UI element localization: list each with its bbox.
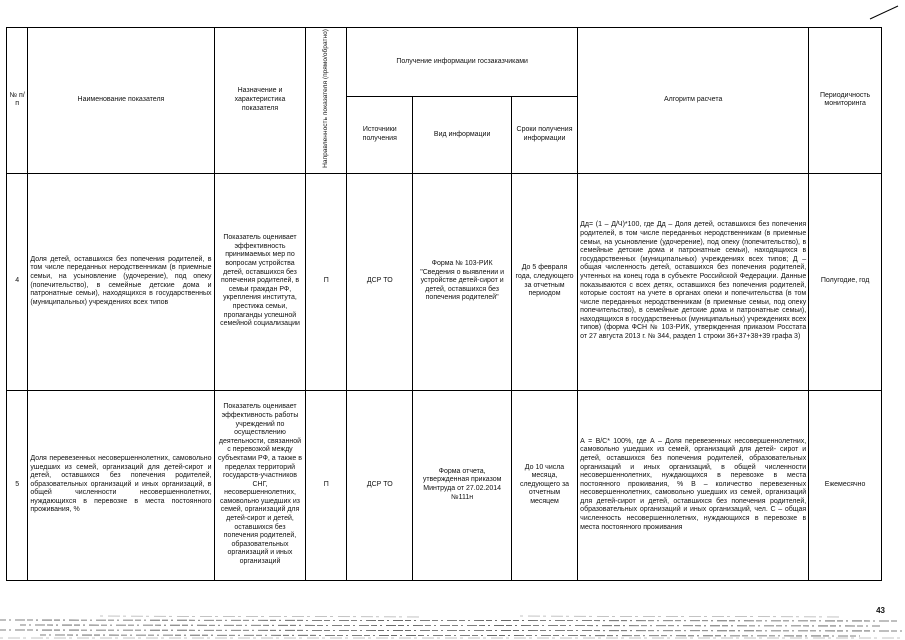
header-row-1 [7,28,882,97]
header-terms: Сроки получения информации [511,97,577,173]
header-periodicity: Периодичность мониторинга [809,28,882,174]
pen-stroke-mark [869,4,899,20]
page-number: 43 [876,606,885,615]
row-name: Доля перевезенных несовершеннолетних, самовольно ушедших из семей, организаций для детей-сирот и детей, оставшихся без попечения родителей, образовательных организаций и иных организаций, в общей численности несовершеннолетних, нуждающихся в перевозке в места постоянного проживания, % [28,390,214,580]
header-direction [306,28,347,174]
header-gov-data: Получение информации госзаказчиками [347,28,578,97]
row-info-type: Форма отчета, утвержденная приказом Минтруда от 27.02.2014 №111н [413,390,511,580]
header-name: Наименование показателя [28,28,214,174]
row-terms: До 5 февраля года, следующего за отчетным периодом [511,173,577,390]
header-num: № п/п [7,28,28,174]
row-purpose: Показатель оценивает эффективность работы учреждений по осуществлению деятельности, связанной с перевозкой между субъектами РФ, а также в пределах территорий государств-участников СНГ, несовершеннолетних, самовольно ушедших из семей, организаций для детей-сирот и детей, оставшихся без попечения родителей, образовательных организаций и иных организаций [214,390,306,580]
row-algorithm: А = В/С* 100%, где А – Доля перевезенных несовершеннолетних, самовольно ушедших из семей, организаций для детей- сирот и детей, оставшихся без попечения родителей, образовательных организаций и иных организаций, в общей численности несовершеннолетних, нуждающихся в перевозке в места постоянного проживания, % В – количество перевезенных несовершеннолетних, самовольно ушедших из семей, организаций для детей-сирот и детей, оставшихся без попечения родителей, образовательных организаций и иных организаций, чел. С – общая численность несовершеннолетних, нуждающихся в перевозке в места постоянного проживания [578,390,809,580]
header-sources: Источники получения [347,97,413,173]
row-purpose: Показатель оценивает эффективность принимаемых мер по вопросам устройства детей, оставшихся без попечения родителей, в семьи граждан РФ, укрепления института, престижа семьи, пропаганды успешной семейной социализации [214,173,306,390]
header-algorithm: Алгоритм расчета [578,28,809,174]
row-algorithm: Дд= (1 – Д/Ч)*100, где Дд – Доля детей, оставшихся без попечения родителей, в том числе переданных неродственникам (в приемные семьи, на усыновление (удочерение), под опеку (попечительство), в семейные детские дома и патронатные семьи), находящихся в государственных (муниципальных) учреждениях всех типов; Д – общая численность детей, оставшихся без попечения родителей, учтенных на конец года в субъекте Российской Федерации. Данные показываются с всех детях, оставшихся без попечения родителей, которые состоят на учете в органах опеки и попечительства (в том числе переданных неродственникам (в приемные семьи, под опеку попечительство), в семейные детские дома и патронатные семьи), находящихся в государственных (муниципальных) учреждениях всех типов) (форма ФСН № 103-РИК, утвержденная приказом Росстата от 27 августа 2013 г. № 344, раздел 1 строки 36+37+38+39 графа 3) [578,173,809,390]
row-name: Доля детей, оставшихся без попечения родителей, в том числе переданных неродственникам (в приемные семьи, на усыновление (удочерение), под опеку (попечительство), в семейные детские дома и патронатные семьи), находящихся в государственных (муниципальных) учреждениях всех типов [28,173,214,390]
header-purpose: Назначение и характеристика показателя [214,28,306,174]
row-direction: П [306,390,347,580]
indicators-table [6,27,882,581]
row-direction: П [306,173,347,390]
row-info-type: Форма № 103-РИК "Сведения о выявлении и устройстве детей-сирот и детей, оставшихся без попечения родителей" [413,173,511,390]
row-periodicity: Ежемесячно [809,390,882,580]
header-info-type: Вид информации [413,97,511,173]
scan-artifact-lines [0,610,905,640]
header-direction-label: Направленность показателя (прямо/обратно) [322,29,330,168]
row-num: 5 [7,390,28,580]
row-source: ДСР ТО [347,173,413,390]
table-row [7,173,882,390]
row-terms: До 10 числа месяца, следующего за отчетным месяцем [511,390,577,580]
row-periodicity: Полугодие, год [809,173,882,390]
row-num: 4 [7,173,28,390]
table-row [7,390,882,580]
row-source: ДСР ТО [347,390,413,580]
